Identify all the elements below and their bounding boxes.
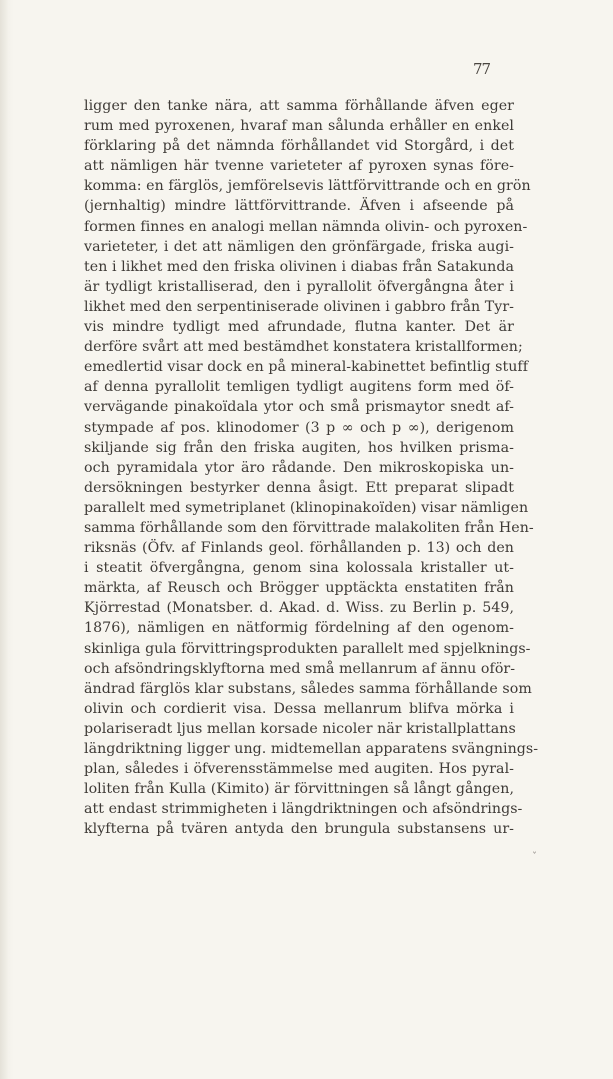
body-text: [84, 96, 539, 839]
text-line: plan, således i öfverensstämmelse med augiten. Hos pyral-: [84, 761, 514, 778]
text-line: att nämligen här tvenne varieteter af pyroxen synas före-: [84, 158, 514, 175]
text-line: likhet med den serpentiniserade olivinen i gabbro från Tyr-: [84, 298, 514, 315]
text-line: olivin och cordierit visa. Dessa mellanrum blifva mörka i: [84, 700, 514, 717]
text-line: riksnäs (Öfv. af Finlands geol. förhållanden p. 13) och den: [84, 540, 514, 557]
text-line: förklaring på det nämnda förhållandet vid Storgård, i det: [84, 138, 514, 155]
page-number: 77: [473, 60, 491, 78]
text-line: är tydligt kristalliserad, den i pyrallolit öfvergångna åter i: [84, 278, 514, 295]
text-line: komma: en färglös, jemförelsevis lättförvittrande och en grön: [84, 178, 531, 195]
text-line: loliten från Kulla (Kimito) är förvittningen så långt gången,: [84, 781, 514, 798]
text-line: emedlertid visar dock en på mineral-kabinettet befintlig stuff: [84, 359, 529, 376]
stray-mark: ˇ: [532, 852, 537, 863]
text-line: och afsöndringsklyftorna med små mellanrum af ännu oför-: [84, 660, 516, 677]
text-line: (jernhaltig) mindre lättförvittrande. Äfven i afseende på: [84, 198, 514, 215]
text-line: rum med pyroxenen, hvaraf man sålunda erhåller en enkel: [84, 118, 514, 135]
text-line: att endast strimmigheten i längdriktningen och afsöndrings-: [84, 801, 523, 818]
text-line: i steatit öfvergångna, genom sina kolossala kristaller ut-: [84, 560, 514, 577]
text-line: dersökningen bestyrker denna åsigt. Ett preparat slipadt: [84, 479, 514, 496]
page-binding-edge: [0, 0, 8, 1079]
text-line: vis mindre tydligt med afrundade, flutna kanter. Det är: [84, 319, 514, 336]
text-line: ten i likhet med den friska olivinen i diabas från Satakunda: [84, 258, 514, 275]
text-line: ändrad färglös klar substans, således samma förhållande som: [84, 680, 532, 697]
text-line: derföre svårt att med bestämdhet konstatera kristallformen;: [84, 339, 523, 356]
text-line: af denna pyrallolit temligen tydligt augitens form med öf-: [84, 379, 514, 396]
text-line: formen finnes en analogi mellan nämnda olivin- och pyroxen-: [84, 218, 528, 235]
text-line: samma förhållande som den förvittrade malakoliten från Hen-: [84, 519, 534, 536]
text-line: vervägande pinakoïdala ytor och små prismaytor snedt af-: [84, 399, 514, 416]
text-line: 1876), nämligen en nätformig fördelning af den ogenom-: [84, 620, 514, 637]
text-line: ligger den tanke nära, att samma förhållande äfven eger: [84, 98, 514, 114]
text-line: skinliga gula förvittringsprodukten parallelt med spjelknings-: [84, 640, 531, 657]
text-line: stympade af pos. klinodomer (3 p ∞ och p ∞), derigenom: [84, 419, 514, 436]
text-line: varieteter, i det att nämligen den grönfärgade, friska augi-: [84, 238, 514, 255]
text-line: parallelt med symetriplanet (klinopinakoïden) visar nämligen: [84, 499, 529, 516]
text-line: Kjörrestad (Monatsber. d. Akad. d. Wiss. zu Berlin p. 549,: [84, 600, 514, 617]
text-line: märkta, af Reusch och Brögger upptäckta enstatiten från: [84, 580, 514, 597]
text-line: skiljande sig från den friska augiten, hos hvilken prisma-: [84, 439, 514, 456]
text-line: och pyramidala ytor äro rådande. Den mikroskopiska un-: [84, 459, 514, 476]
text-line: klyfterna på tvären antyda den brungula substansens ur-: [84, 821, 514, 838]
text-line: polariseradt ljus mellan korsade nicoler när kristallplattans: [84, 720, 516, 737]
text-line: längdriktning ligger ung. midtemellan apparatens svängnings-: [84, 741, 539, 757]
